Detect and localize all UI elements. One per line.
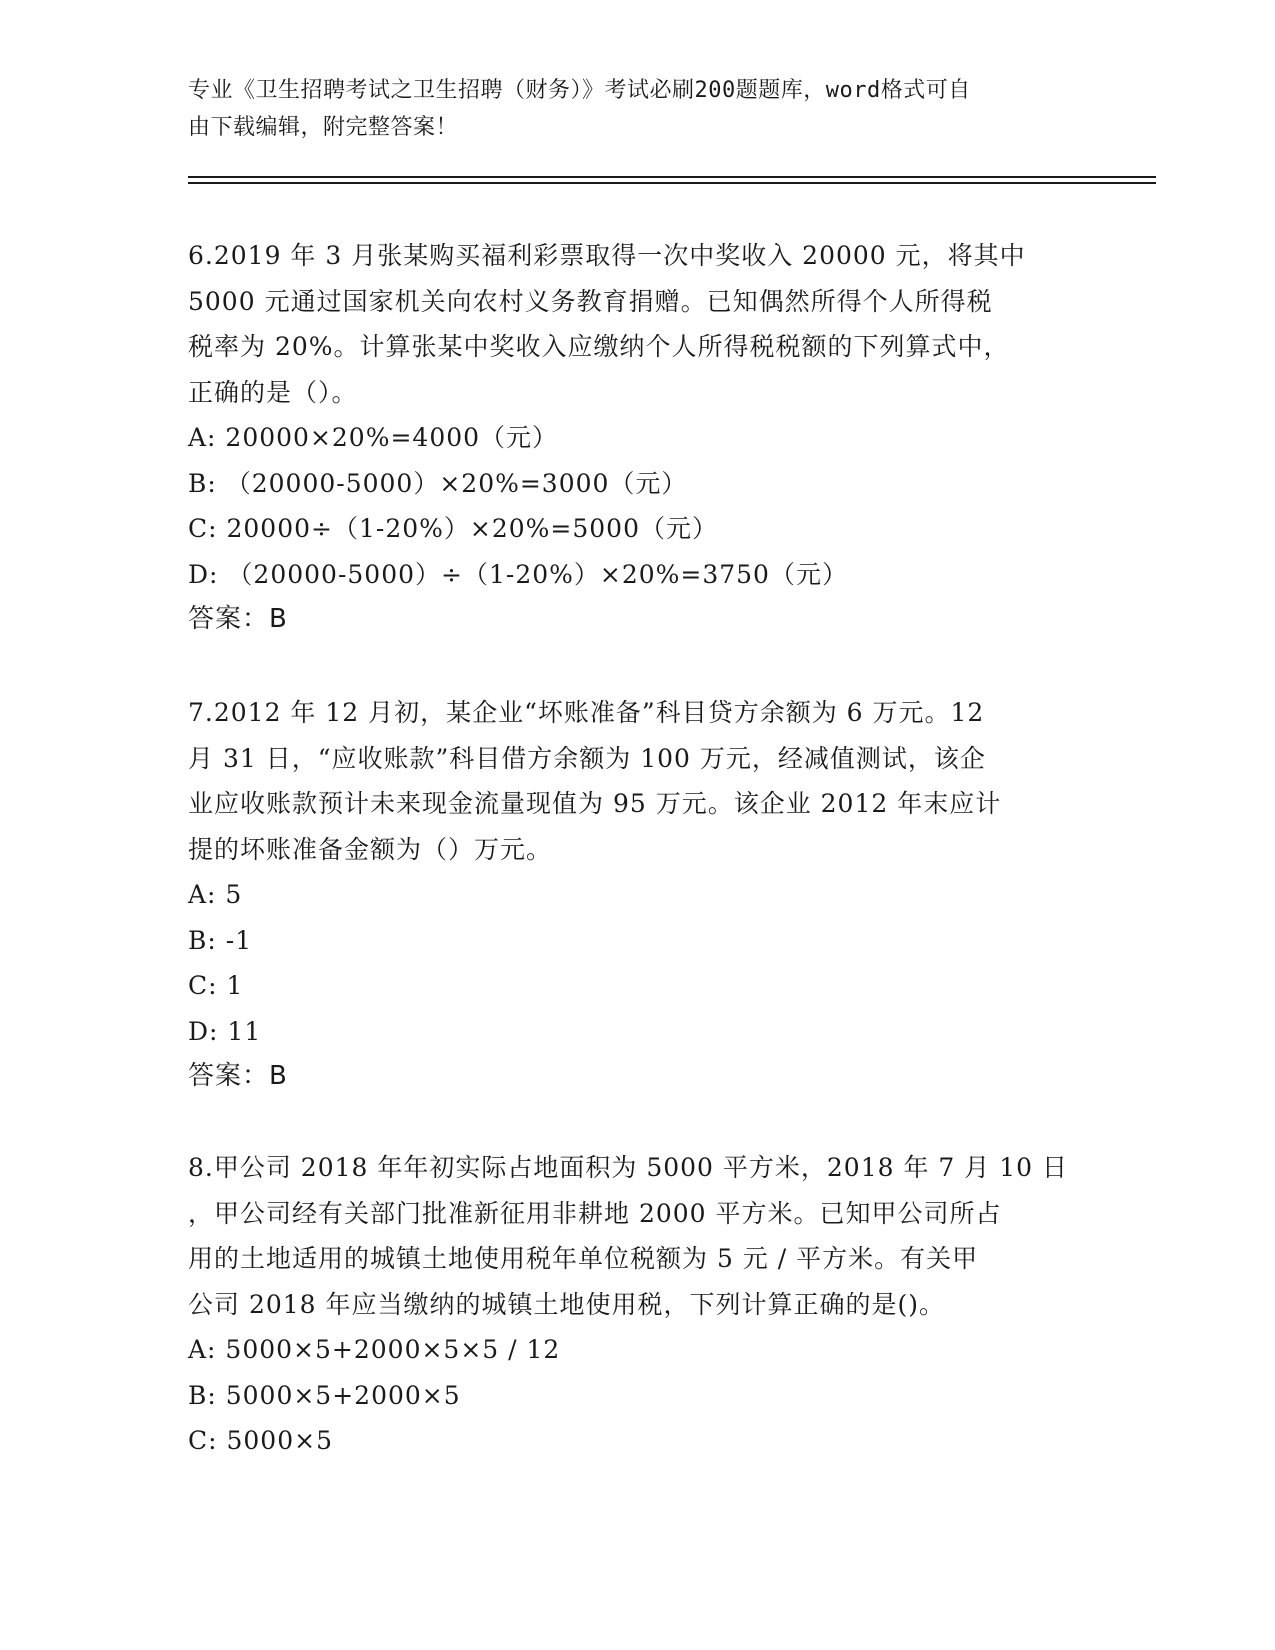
question-stem-line: 月 31 日，“应收账款”科目借方余额为 100 万元，经减值测试，该企: [188, 743, 986, 773]
question-stem-line: 提的坏账准备金额为（）万元。: [188, 834, 553, 864]
question-stem-line: 正确的是（）。: [188, 377, 358, 407]
option-a: A: 5: [188, 880, 243, 909]
option-c: C: 5000×5: [188, 1426, 333, 1455]
document-header: [188, 72, 1088, 146]
answer-label: 答案：B: [188, 604, 288, 634]
question-6: [188, 233, 1088, 643]
question-stem-line: 5000 元通过国家机关向农村义务教育捐赠。已知偶然所得个人所得税: [188, 286, 993, 316]
option-a: A: 20000×20%=4000（元）: [188, 423, 559, 452]
header-line-2: 由下载编辑，附完整答案！: [188, 115, 459, 140]
question-7: [188, 690, 1088, 1100]
option-b: B: （20000-5000）×20%=3000（元）: [188, 468, 688, 498]
option-a: A: 5000×5+2000×5×5 / 12: [188, 1335, 561, 1364]
header-divider-top: [188, 176, 1156, 178]
option-c: C: 1: [188, 971, 244, 1000]
question-stem-line: 6.2019 年 3 月张某购买福利彩票取得一次中奖收入 20000 元，将其中: [188, 241, 1026, 270]
question-stem-line: 用的土地适用的城镇土地使用税年单位税额为 5 元 / 平方米。有关甲: [188, 1244, 979, 1273]
option-c: C: 20000÷（1-20%）×20%=5000（元）: [188, 514, 718, 543]
question-stem-line: 7.2012 年 12 月初，某企业“坏账准备”科目贷方余额为 6 万元。12: [188, 698, 985, 727]
question-stem-line: ，甲公司经有关部门批准新征用非耕地 2000 平方米。已知甲公司所占: [188, 1198, 1002, 1228]
option-b: B: 5000×5+2000×5: [188, 1380, 461, 1410]
option-d: D: （20000-5000）÷（1-20%）×20%=3750（元）: [188, 559, 848, 589]
option-b: B: -1: [188, 925, 253, 955]
question-stem-line: 税率为 20%。计算张某中奖收入应缴纳个人所得税税额的下列算式中，: [188, 332, 1010, 361]
header-line-1: 专业《卫生招聘考试之卫生招聘（财务）》考试必刷200题题库，word格式可自: [188, 78, 971, 103]
option-d: D: 11: [188, 1016, 262, 1046]
question-stem-line: 8.甲公司 2018 年年初实际占地面积为 5000 平方米，2018 年 7 月 10 日: [188, 1153, 1068, 1182]
question-stem-line: 业应收账款预计未来现金流量现值为 95 万元。该企业 2012 年末应计: [188, 789, 1002, 818]
question-8: [188, 1145, 1088, 1464]
header-divider-bottom: [188, 182, 1156, 184]
question-stem-line: 公司 2018 年应当缴纳的城镇土地使用税，下列计算正确的是()。: [188, 1289, 946, 1319]
answer-label: 答案：B: [188, 1061, 288, 1091]
